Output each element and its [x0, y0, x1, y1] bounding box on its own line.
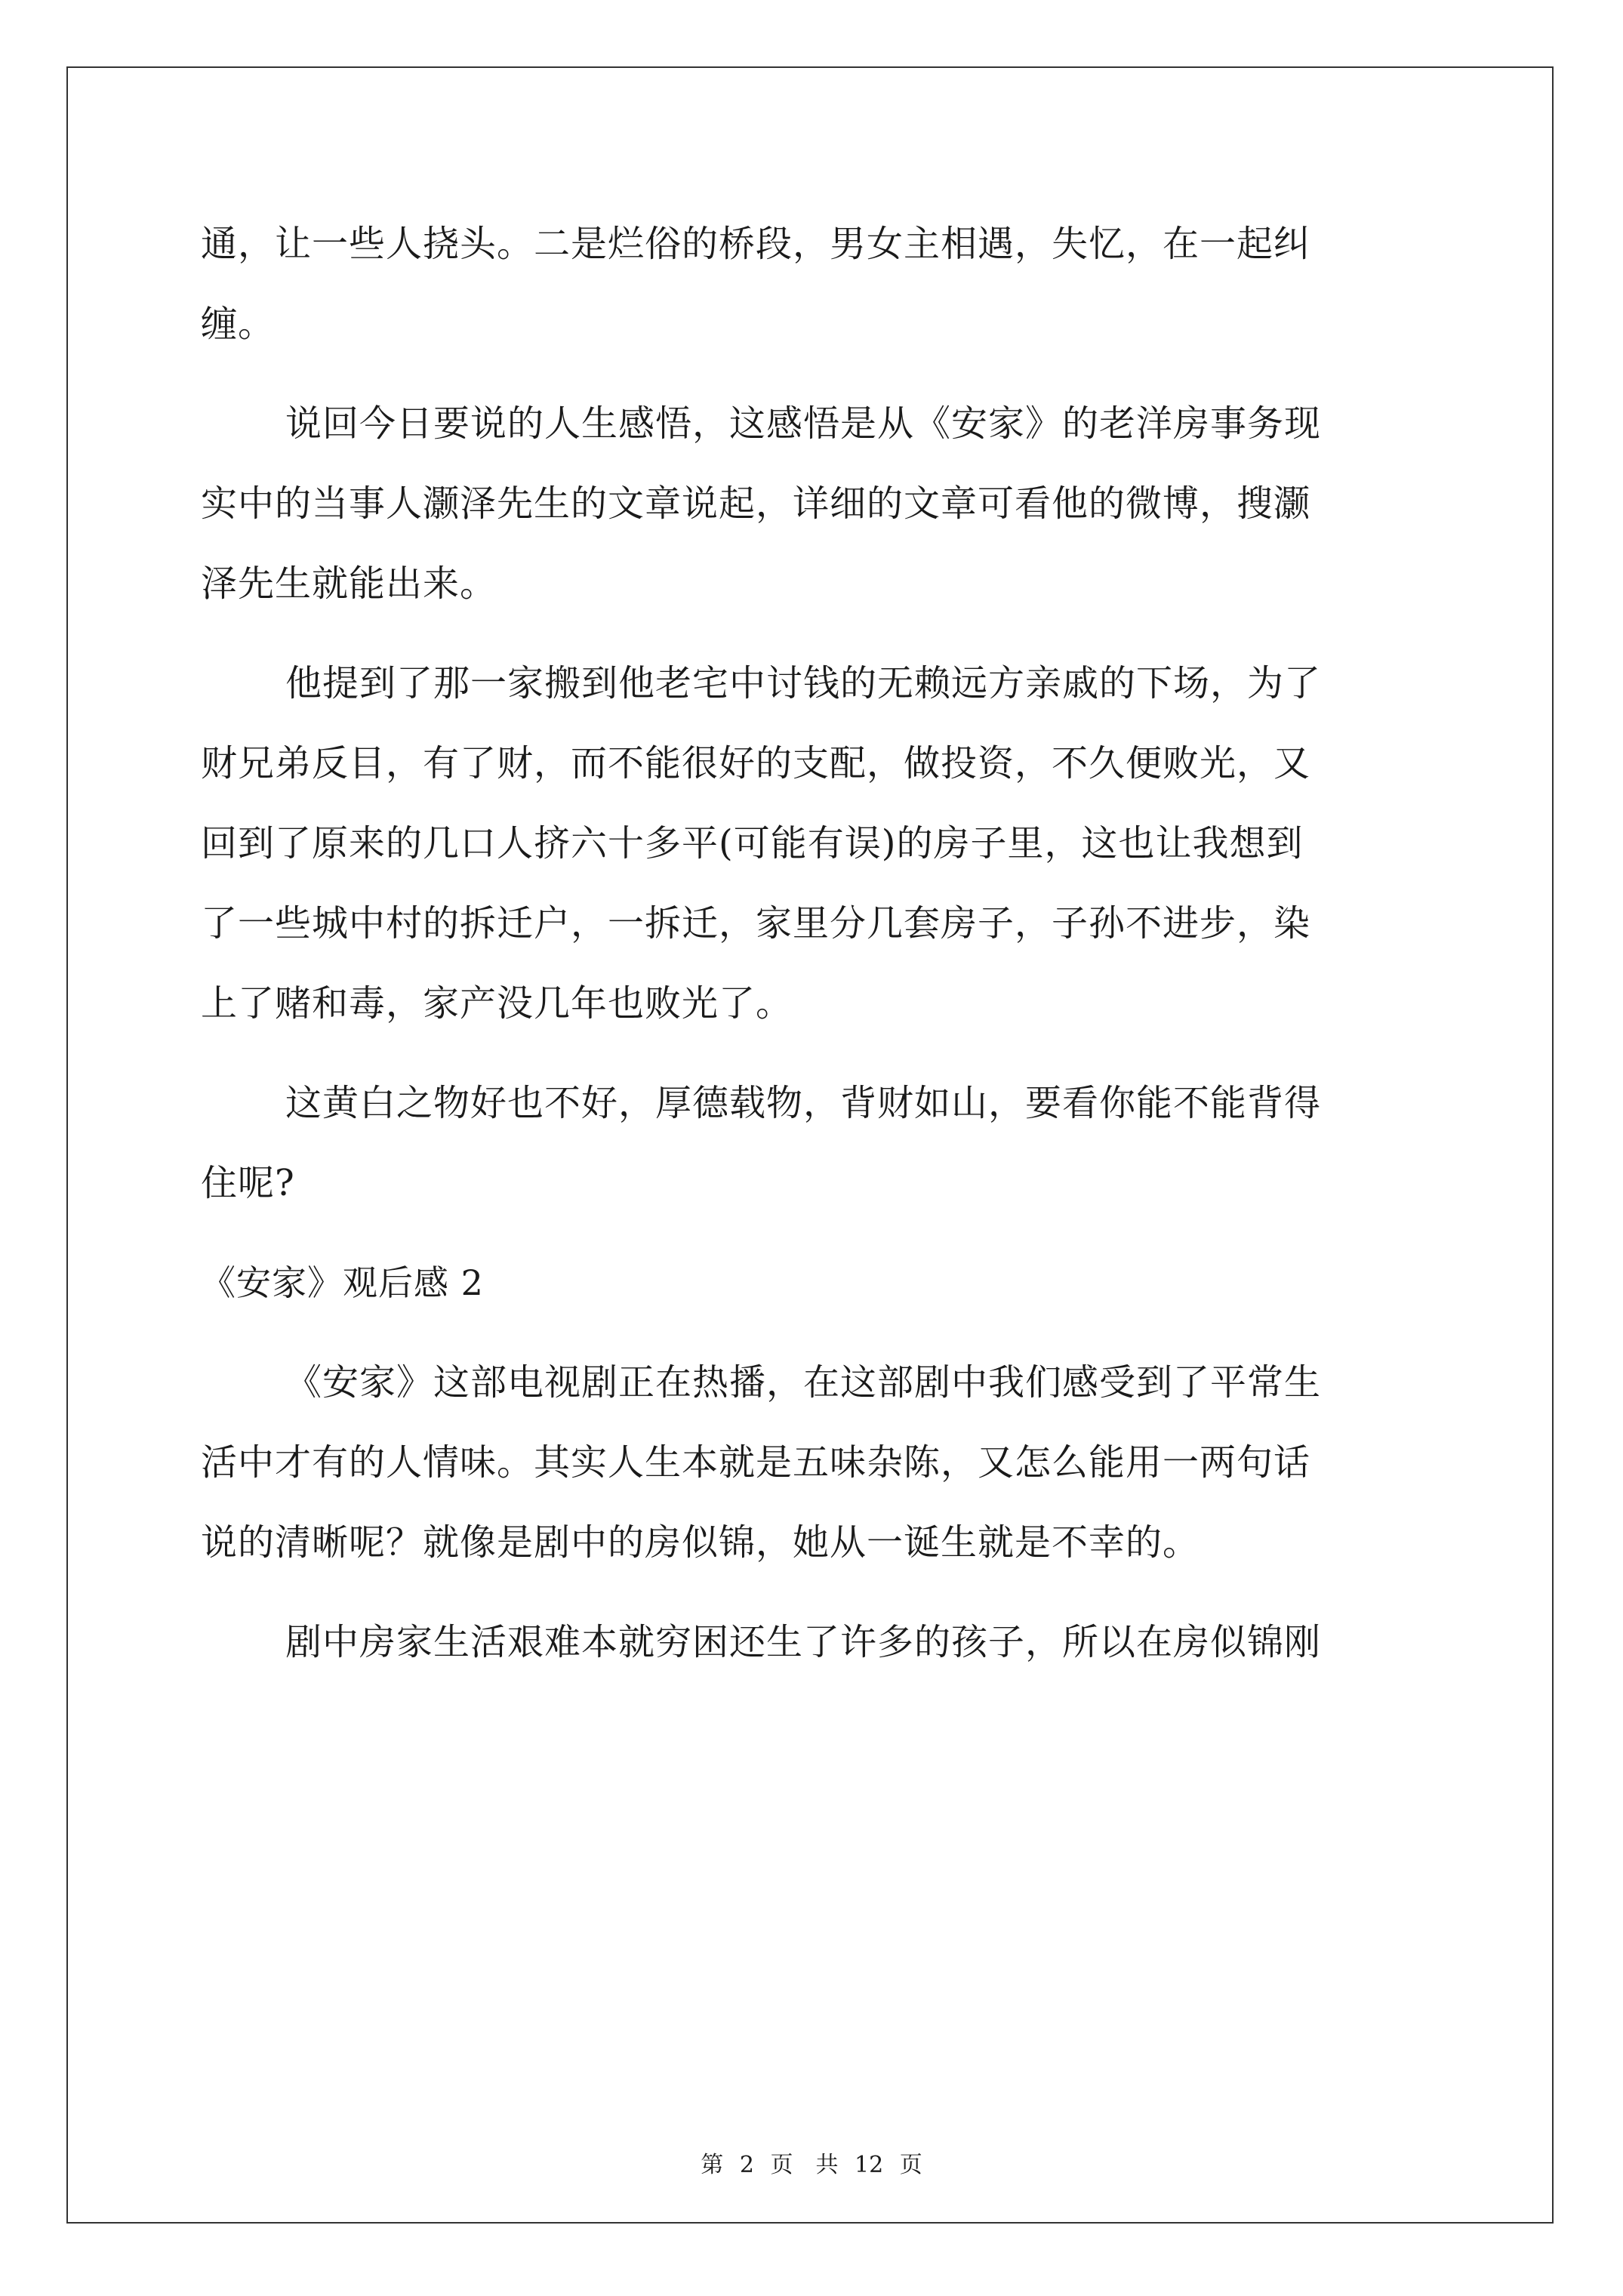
page-number-footer: 第 2 页 共 12 页 — [701, 2152, 922, 2178]
text-line: 财兄弟反目，有了财，而不能很好的支配，做投资，不久便败光，又 — [201, 742, 1311, 784]
text-line: 回到了原来的几口人挤六十多平(可能有误)的房子里，这也让我想到 — [201, 822, 1304, 864]
paragraph-start-line: 他提到了那一家搬到他老宅中讨钱的无赖远方亲戚的下场，为了 — [285, 662, 1322, 704]
section-heading: 《安家》观后感 2 — [201, 1262, 484, 1303]
paragraph-start-line: 说回今日要说的人生感悟，这感悟是从《安家》的老洋房事务现 — [285, 402, 1322, 445]
text-line: 通，让一些人挠头。二是烂俗的桥段，男女主相遇，失忆，在一起纠 — [201, 223, 1311, 265]
paragraph-start-line: 这黄白之物好也不好，厚德载物，背财如山，要看你能不能背得 — [285, 1082, 1322, 1124]
paragraph-start-line: 剧中房家生活艰难本就穷困还生了许多的孩子，所以在房似锦刚 — [285, 1621, 1322, 1663]
text-line: 上了赌和毒，家产没几年也败光了。 — [201, 982, 793, 1025]
document-body — [201, 204, 1431, 1682]
paragraph-start-line: 《安家》这部电视剧正在热播，在这部剧中我们感受到了平常生 — [285, 1361, 1322, 1404]
text-line: 住呢? — [201, 1162, 295, 1204]
text-line: 活中才有的人情味。其实人生本就是五味杂陈，又怎么能用一两句话 — [201, 1441, 1311, 1484]
text-line: 泽先生就能出来。 — [201, 562, 497, 605]
text-line: 缠。 — [201, 303, 276, 345]
text-line: 实中的当事人灏泽先生的文章说起，详细的文章可看他的微博，搜灏 — [201, 482, 1311, 525]
text-line: 了一些城中村的拆迁户，一拆迁，家里分几套房子，子孙不进步，染 — [201, 902, 1311, 945]
text-line: 说的清晰呢？就像是剧中的房似锦，她从一诞生就是不幸的。 — [201, 1521, 1200, 1564]
